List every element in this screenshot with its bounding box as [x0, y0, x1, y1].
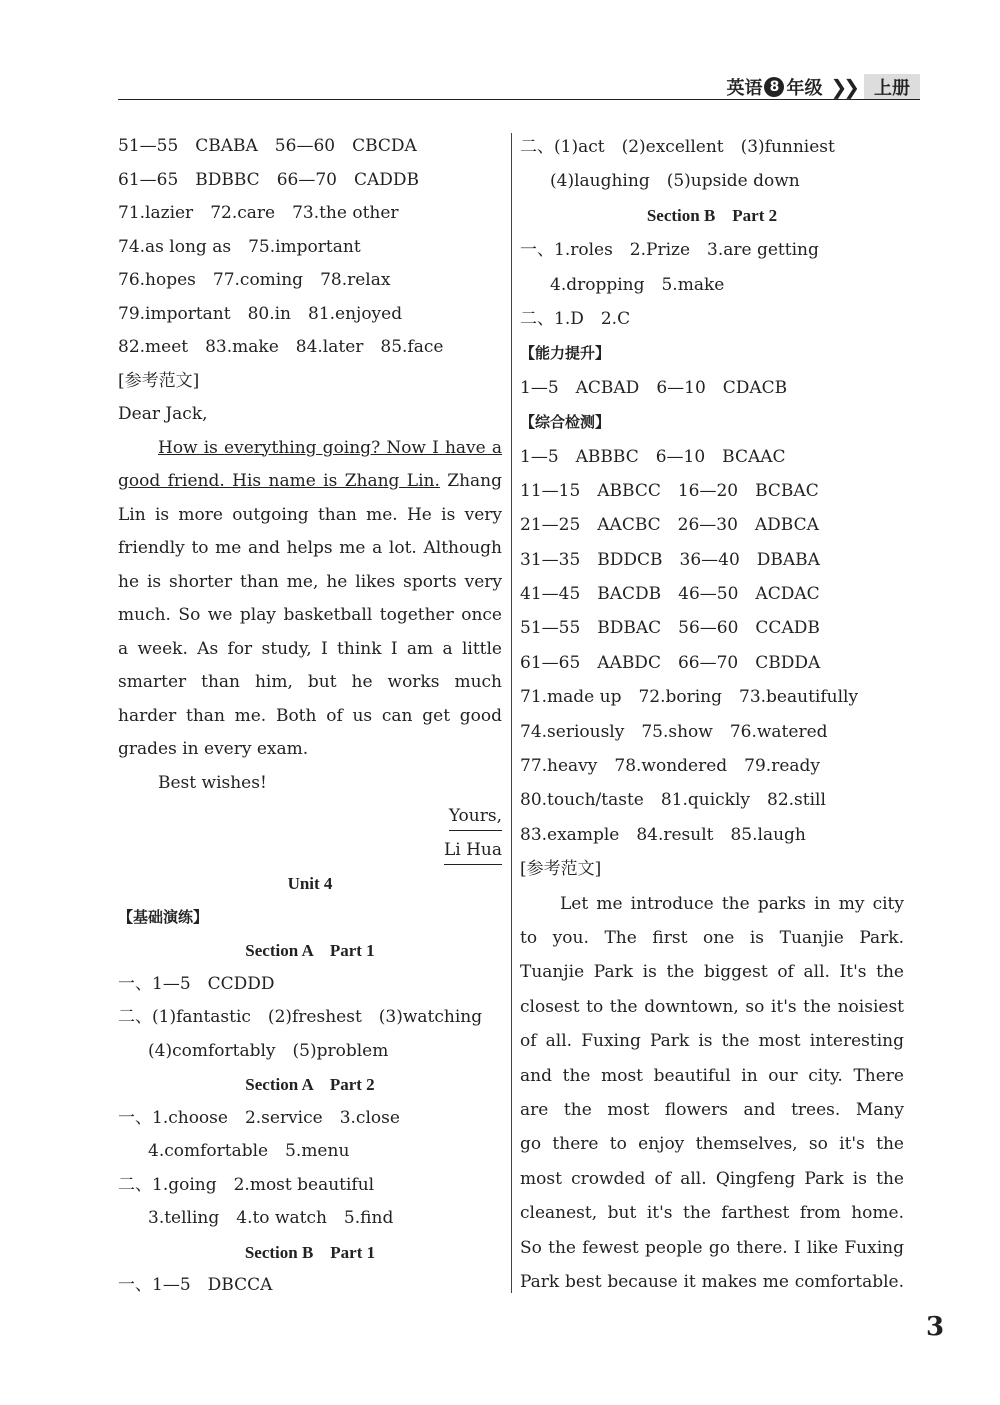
answer-line: 77.heavy 78.wondered 79.ready — [520, 756, 821, 777]
answer-line: 一、1.roles 2.Prize 3.are getting — [520, 240, 819, 261]
essay-line: are the most flowers and trees. Many — [520, 1099, 904, 1120]
answer-line: (4)laughing (5)upside down — [550, 171, 800, 192]
volume-label: 上册 — [864, 74, 920, 100]
essay-line: friendly to me and helps me a lot. Although — [118, 538, 502, 558]
answer-line: 11—15 ABBCC 16—20 BCBAC — [520, 480, 819, 501]
double-chevron-icon: ❯❯ — [830, 75, 856, 99]
essay-line: grades in every exam. — [118, 739, 309, 759]
answer-line: 51—55 BDBAC 56—60 CCADB — [520, 618, 820, 639]
page-header — [118, 70, 920, 100]
essay-line: most crowded of all. Qingfeng Park is the — [520, 1168, 904, 1189]
subject-label: 英语 — [726, 78, 763, 99]
page-number: 3 — [926, 1312, 945, 1342]
answer-line: 21—25 AACBC 26—30 ADBCA — [520, 515, 819, 536]
essay-line: closest to the downtown, so it's the noisiest — [520, 996, 904, 1017]
answer-line: 82.meet 83.make 84.later 85.face — [118, 337, 444, 357]
letter-closing: Best wishes! — [158, 772, 267, 793]
essay-line: Let me introduce the parks in my city — [560, 893, 904, 914]
answer-line: 61—65 BDBBC 66—70 CADDB — [118, 169, 419, 190]
unit-heading: Unit 4 — [287, 874, 333, 893]
answer-line: 1—5 ACBAD 6—10 CDACB — [520, 377, 788, 398]
essay-line: So the fewest people go there. I like Fuxing — [520, 1237, 904, 1258]
answer-line: 3.telling 4.to watch 5.find — [148, 1208, 394, 1228]
answer-line: 76.hopes 77.coming 78.relax — [118, 270, 391, 290]
answer-line: 80.touch/taste 81.quickly 82.still — [520, 790, 826, 811]
essay-line: to you. The first one is Tuanjie Park. — [520, 927, 904, 948]
part-heading: Section A Part 2 — [245, 1075, 375, 1094]
answer-line: 4.comfortable 5.menu — [148, 1141, 350, 1161]
section-label: 【综合检测】 — [520, 413, 611, 432]
header-title — [726, 74, 920, 100]
answer-line: 一、1.choose 2.service 3.close — [118, 1107, 400, 1128]
letter-greeting: Dear Jack, — [118, 404, 208, 424]
grade-badge: 8 — [764, 77, 784, 97]
essay-text: Zhang — [439, 471, 502, 491]
essay-line: How is everything going? Now I have a — [158, 437, 502, 458]
answer-line: 二、1.going 2.most beautiful — [118, 1174, 375, 1195]
answer-line: 二、(1)fantastic (2)freshest (3)watching — [118, 1007, 483, 1027]
part-heading: Section B Part 1 — [244, 1242, 376, 1262]
answer-line: 41—45 BACDB 46—50 ACDAC — [520, 584, 820, 605]
answer-line: 51—55 CBABA 56—60 CBCDA — [118, 136, 417, 156]
essay-line: a week. As for study, I think I am a little — [118, 638, 502, 659]
answer-line: 4.dropping 5.make — [550, 274, 725, 295]
answer-line: 61—65 AABDC 66—70 CBDDA — [520, 652, 821, 673]
letter-signature: Li Hua — [118, 834, 502, 868]
essay-line — [118, 465, 502, 499]
answer-line: 一、1—5 DBCCA — [118, 1275, 273, 1295]
essay-line: much. So we play basketball together once — [118, 605, 502, 625]
letter-signoff: Yours, — [118, 800, 502, 834]
answer-line: 一、1—5 CCDDD — [118, 973, 275, 994]
part-heading: Section A Part 1 — [245, 941, 375, 960]
column-divider — [511, 133, 512, 1293]
essay-line: cleanest, but it's the farthest from home. — [520, 1203, 904, 1224]
essay-line: he is shorter than me, he likes sports very — [118, 571, 502, 592]
right-column — [520, 130, 904, 1299]
header-rule — [118, 99, 920, 100]
answer-line: 71.lazier 72.care 73.the other — [118, 203, 399, 223]
sample-essay-label: [参考范文] — [520, 859, 602, 880]
essay-line: smarter than him, but he works much — [118, 672, 502, 692]
sample-essay-label: [参考范文] — [118, 370, 200, 391]
essay-line: Lin is more outgoing than me. He is very — [118, 504, 502, 525]
answer-line: 31—35 BDDCB 36—40 DBABA — [520, 549, 820, 570]
essay-line: Park best because it makes me comfortable. — [520, 1271, 904, 1292]
answer-line: 二、(1)act (2)excellent (3)funniest — [520, 137, 835, 157]
grade-label: 年级 — [786, 78, 823, 99]
answer-line: 74.as long as 75.important — [118, 236, 361, 257]
essay-line: go there to enjoy themselves, so it's the — [520, 1134, 904, 1155]
essay-line: harder than me. Both of us can get good — [118, 705, 502, 726]
left-column — [118, 130, 502, 1303]
answer-line: 1—5 ABBBC 6—10 BCAAC — [520, 446, 786, 467]
essay-line: and the most beautiful in our city. There — [520, 1065, 904, 1086]
answer-line: 74.seriously 75.show 76.watered — [520, 721, 828, 742]
essay-line: Tuanjie Park is the biggest of all. It's the — [520, 962, 904, 983]
answer-line: 二、1.D 2.C — [520, 308, 631, 329]
part-heading: Section B Part 2 — [646, 205, 778, 225]
answer-line: 71.made up 72.boring 73.beautifully — [520, 687, 859, 708]
answer-line: (4)comfortably (5)problem — [148, 1040, 389, 1061]
essay-line: of all. Fuxing Park is the most interesting — [520, 1031, 904, 1052]
section-label: 【能力提升】 — [520, 344, 611, 363]
underlined-text: good friend. His name is Zhang Lin. — [118, 471, 440, 491]
answer-line: 83.example 84.result 85.laugh — [520, 824, 806, 845]
answer-line: 79.important 80.in 81.enjoyed — [118, 303, 403, 324]
section-label: 【基础演练】 — [118, 907, 209, 926]
